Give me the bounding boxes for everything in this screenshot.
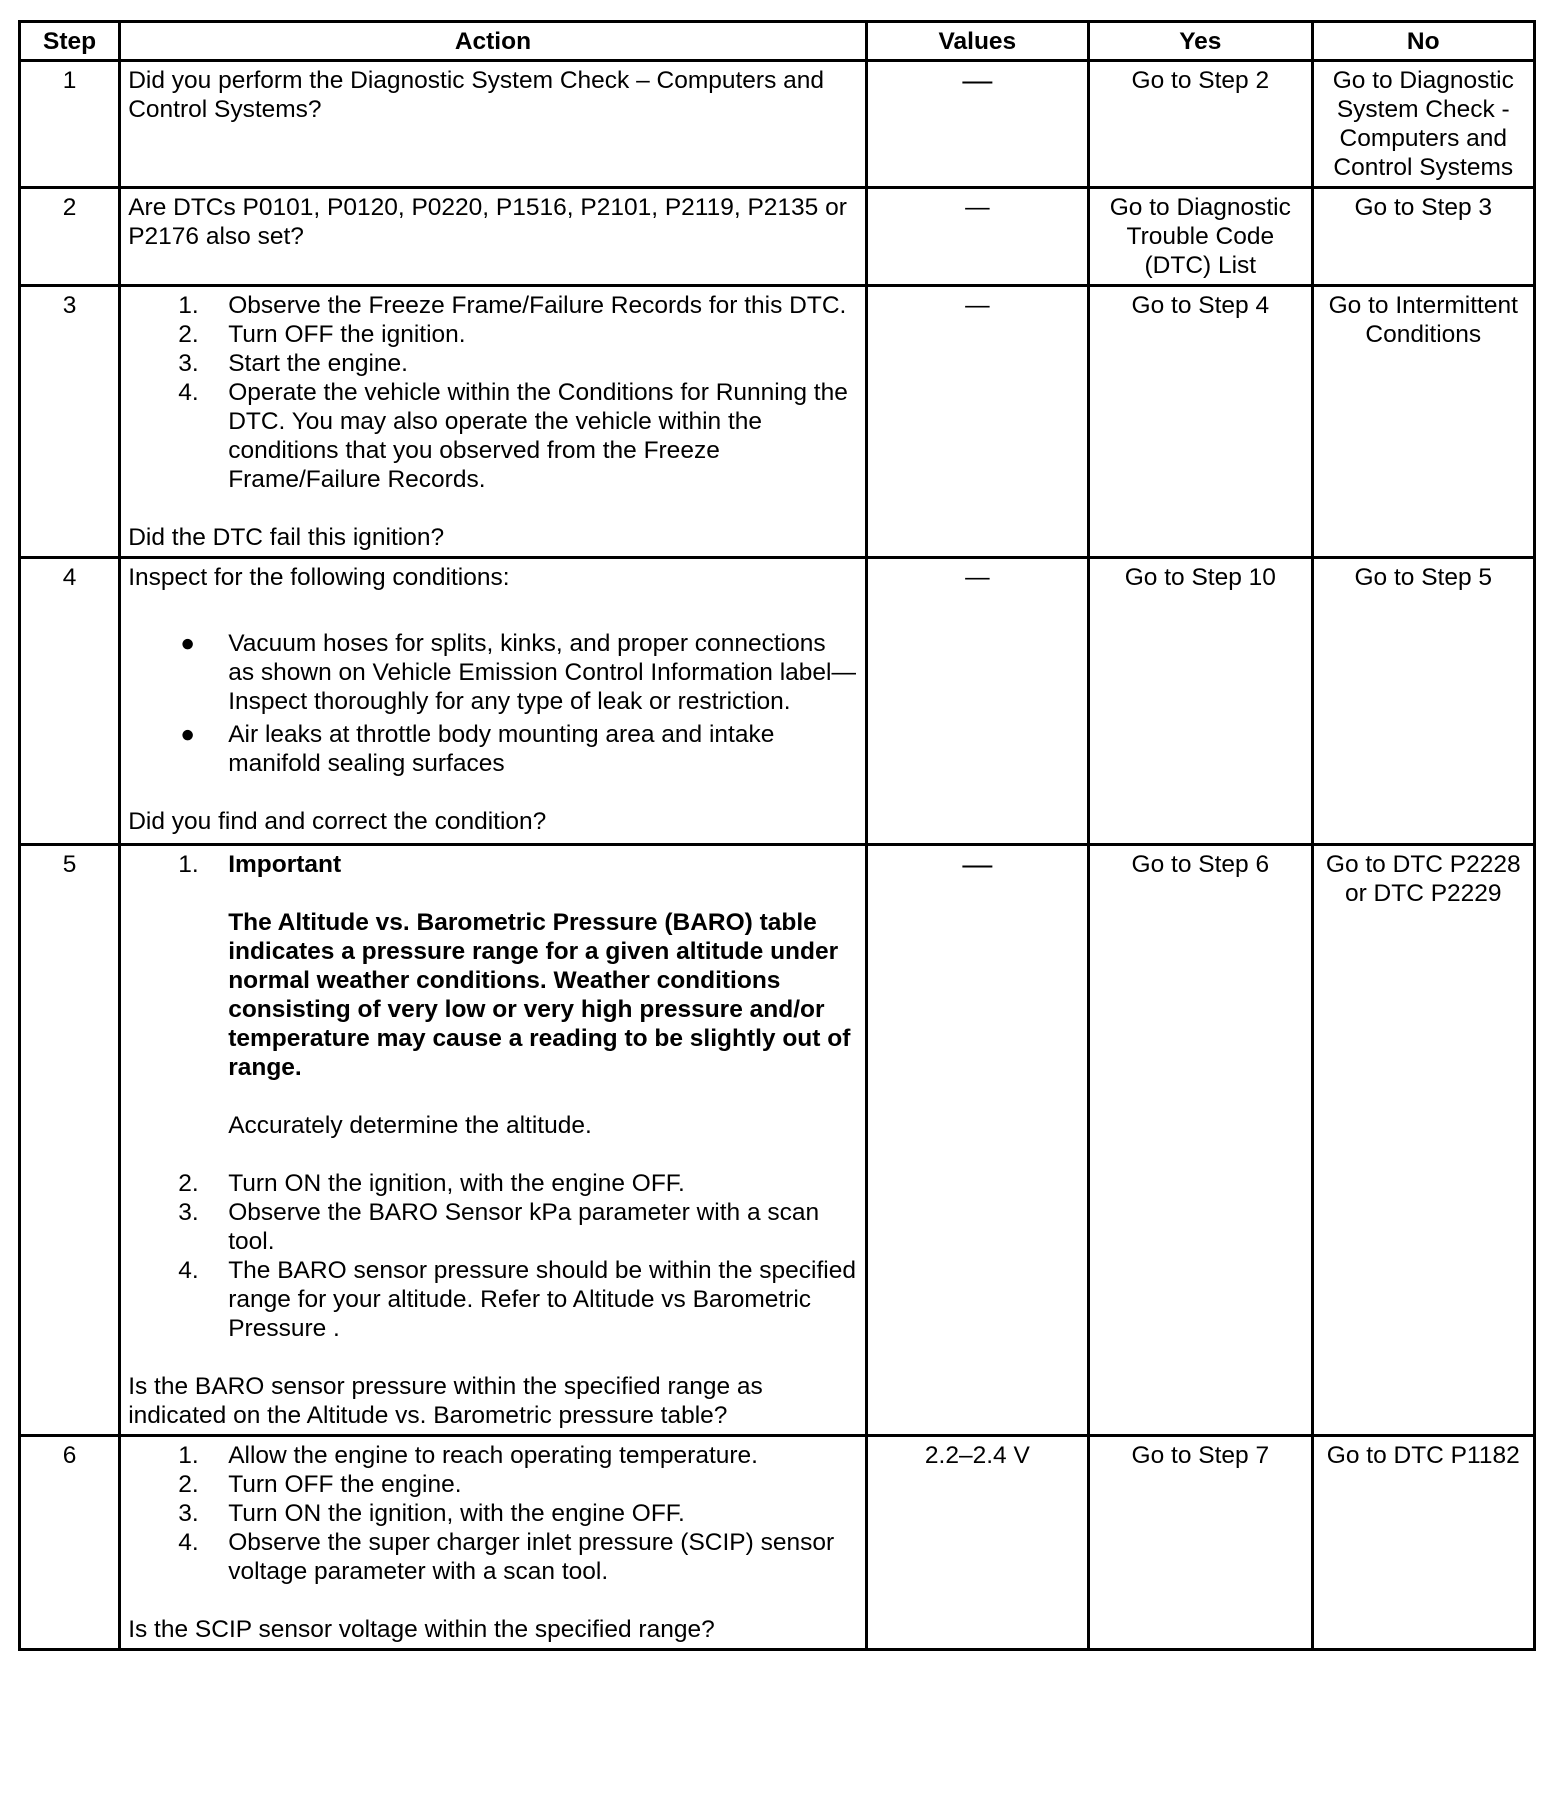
important-instruction: Accurately determine the altitude. xyxy=(228,1112,592,1139)
item-number: 3. xyxy=(178,1199,199,1226)
step-intro: Inspect for the following conditions: xyxy=(128,564,510,591)
instruction-item xyxy=(128,1470,857,1499)
yes-cell: Go to Step 4 xyxy=(1089,286,1312,558)
no-cell: Go to Step 5 xyxy=(1312,558,1534,845)
item-text: Allow the engine to reach operating temperature. xyxy=(228,1442,758,1469)
values-cell: — xyxy=(866,845,1088,1436)
values-cell: — xyxy=(866,286,1088,558)
step-question: Is the BARO sensor pressure within the specified range as indicated on the Altitude vs. Barometric pressure table? xyxy=(128,1373,763,1429)
item-text: Turn OFF the ignition. xyxy=(228,321,466,348)
condition-list xyxy=(128,629,857,778)
no-cell: Go to Intermittent Conditions xyxy=(1312,286,1534,558)
item-number: 4. xyxy=(178,1529,199,1556)
instruction-item xyxy=(128,1499,857,1528)
step-number: 1 xyxy=(20,61,120,188)
instruction-item xyxy=(128,320,857,349)
yes-cell: Go to Step 6 xyxy=(1089,845,1312,1436)
instruction-item xyxy=(128,1198,857,1256)
instruction-item xyxy=(128,378,857,494)
no-cell: Go to Diagnostic System Check - Computers and Control Systems xyxy=(1312,61,1534,188)
step-question: Is the SCIP sensor voltage within the specified range? xyxy=(128,1616,715,1643)
item-number: 4. xyxy=(178,379,199,406)
important-note: The Altitude vs. Barometric Pressure (BARO) table indicates a pressure range for a given altitude under normal weather conditions. Weather conditions consisting of very low or very high pressure and/or temperature may cause a reading to be slightly out of range. xyxy=(228,909,851,1081)
item-text: Air leaks at throttle body mounting area and intake manifold sealing surfaces xyxy=(228,721,775,777)
yes-cell: Go to Step 2 xyxy=(1089,61,1312,188)
step-number: 2 xyxy=(20,188,120,286)
table-header-row xyxy=(20,22,1535,61)
item-number: 4. xyxy=(178,1257,199,1284)
step-question: Are DTCs P0101, P0120, P0220, P1516, P2101, P2119, P2135 or P2176 also set? xyxy=(128,194,847,250)
bullet-icon: ● xyxy=(180,630,195,657)
item-text: Turn ON the ignition, with the engine OFF. xyxy=(228,1500,685,1527)
yes-cell: Go to Diagnostic Trouble Code (DTC) List xyxy=(1089,188,1312,286)
instruction-item xyxy=(128,1441,857,1470)
item-number: 2. xyxy=(178,1471,199,1498)
yes-cell: Go to Step 7 xyxy=(1089,1436,1312,1650)
item-number: 1. xyxy=(178,851,199,878)
action-cell xyxy=(120,1436,866,1650)
bullet-icon: ● xyxy=(180,721,195,748)
table-row xyxy=(20,558,1535,845)
table-row xyxy=(20,1436,1535,1650)
item-number: 3. xyxy=(178,1500,199,1527)
list-item xyxy=(128,720,857,778)
item-text: Observe the super charger inlet pressure (SCIP) sensor voltage parameter with a scan tool. xyxy=(228,1529,835,1585)
step-question: Did you find and correct the condition? xyxy=(128,808,547,835)
values-cell: 2.2–2.4 V xyxy=(866,1436,1088,1650)
instruction-item xyxy=(128,850,857,1140)
step-number: 5 xyxy=(20,845,120,1436)
item-text: Turn OFF the engine. xyxy=(228,1471,462,1498)
item-text: Turn ON the ignition, with the engine OFF. xyxy=(228,1170,685,1197)
step-instructions xyxy=(128,850,857,1343)
item-text: Operate the vehicle within the Conditions for Running the DTC. You may also operate the vehicle within the conditions that you observed from the Freeze Frame/Failure Records. xyxy=(228,379,848,493)
table-row xyxy=(20,845,1535,1436)
list-item xyxy=(128,629,857,716)
table-row xyxy=(20,61,1535,188)
item-number: 1. xyxy=(178,1442,199,1469)
header-action: Action xyxy=(120,22,866,61)
item-number: 3. xyxy=(178,350,199,377)
no-cell: Go to Step 3 xyxy=(1312,188,1534,286)
action-cell xyxy=(120,188,866,286)
header-yes: Yes xyxy=(1089,22,1312,61)
action-cell xyxy=(120,845,866,1436)
action-cell xyxy=(120,558,866,845)
step-number: 6 xyxy=(20,1436,120,1650)
step-number: 4 xyxy=(20,558,120,845)
header-values: Values xyxy=(866,22,1088,61)
item-number: 1. xyxy=(178,292,199,319)
item-text: Observe the Freeze Frame/Failure Records for this DTC. xyxy=(228,292,847,319)
values-cell: — xyxy=(866,61,1088,188)
values-cell: — xyxy=(866,558,1088,845)
instruction-item xyxy=(128,291,857,320)
yes-cell: Go to Step 10 xyxy=(1089,558,1312,845)
instruction-item xyxy=(128,1169,857,1198)
instruction-item xyxy=(128,349,857,378)
header-step: Step xyxy=(20,22,120,61)
action-cell xyxy=(120,61,866,188)
step-instructions xyxy=(128,1441,857,1586)
item-text: Observe the BARO Sensor kPa parameter with a scan tool. xyxy=(228,1199,820,1255)
step-instructions xyxy=(128,291,857,494)
step-question: Did you perform the Diagnostic System Check – Computers and Control Systems? xyxy=(128,67,825,123)
table-row xyxy=(20,188,1535,286)
item-text: The BARO sensor pressure should be within the specified range for your altitude. Refer to Altitude vs Barometric Pressure . xyxy=(228,1257,856,1342)
important-title: Important xyxy=(228,851,342,878)
item-number: 2. xyxy=(178,321,199,348)
item-text: Vacuum hoses for splits, kinks, and proper connections as shown on Vehicle Emission Control Information label—Inspect thoroughly for any type of leak or restriction. xyxy=(228,630,856,715)
no-cell: Go to DTC P2228 or DTC P2229 xyxy=(1312,845,1534,1436)
no-cell: Go to DTC P1182 xyxy=(1312,1436,1534,1650)
instruction-item xyxy=(128,1256,857,1343)
diagnostic-table xyxy=(18,20,1536,1651)
action-cell xyxy=(120,286,866,558)
table-row xyxy=(20,286,1535,558)
step-question: Did the DTC fail this ignition? xyxy=(128,524,445,551)
step-number: 3 xyxy=(20,286,120,558)
header-no: No xyxy=(1312,22,1534,61)
item-text: Start the engine. xyxy=(228,350,408,377)
item-number: 2. xyxy=(178,1170,199,1197)
values-cell: — xyxy=(866,188,1088,286)
instruction-item xyxy=(128,1528,857,1586)
